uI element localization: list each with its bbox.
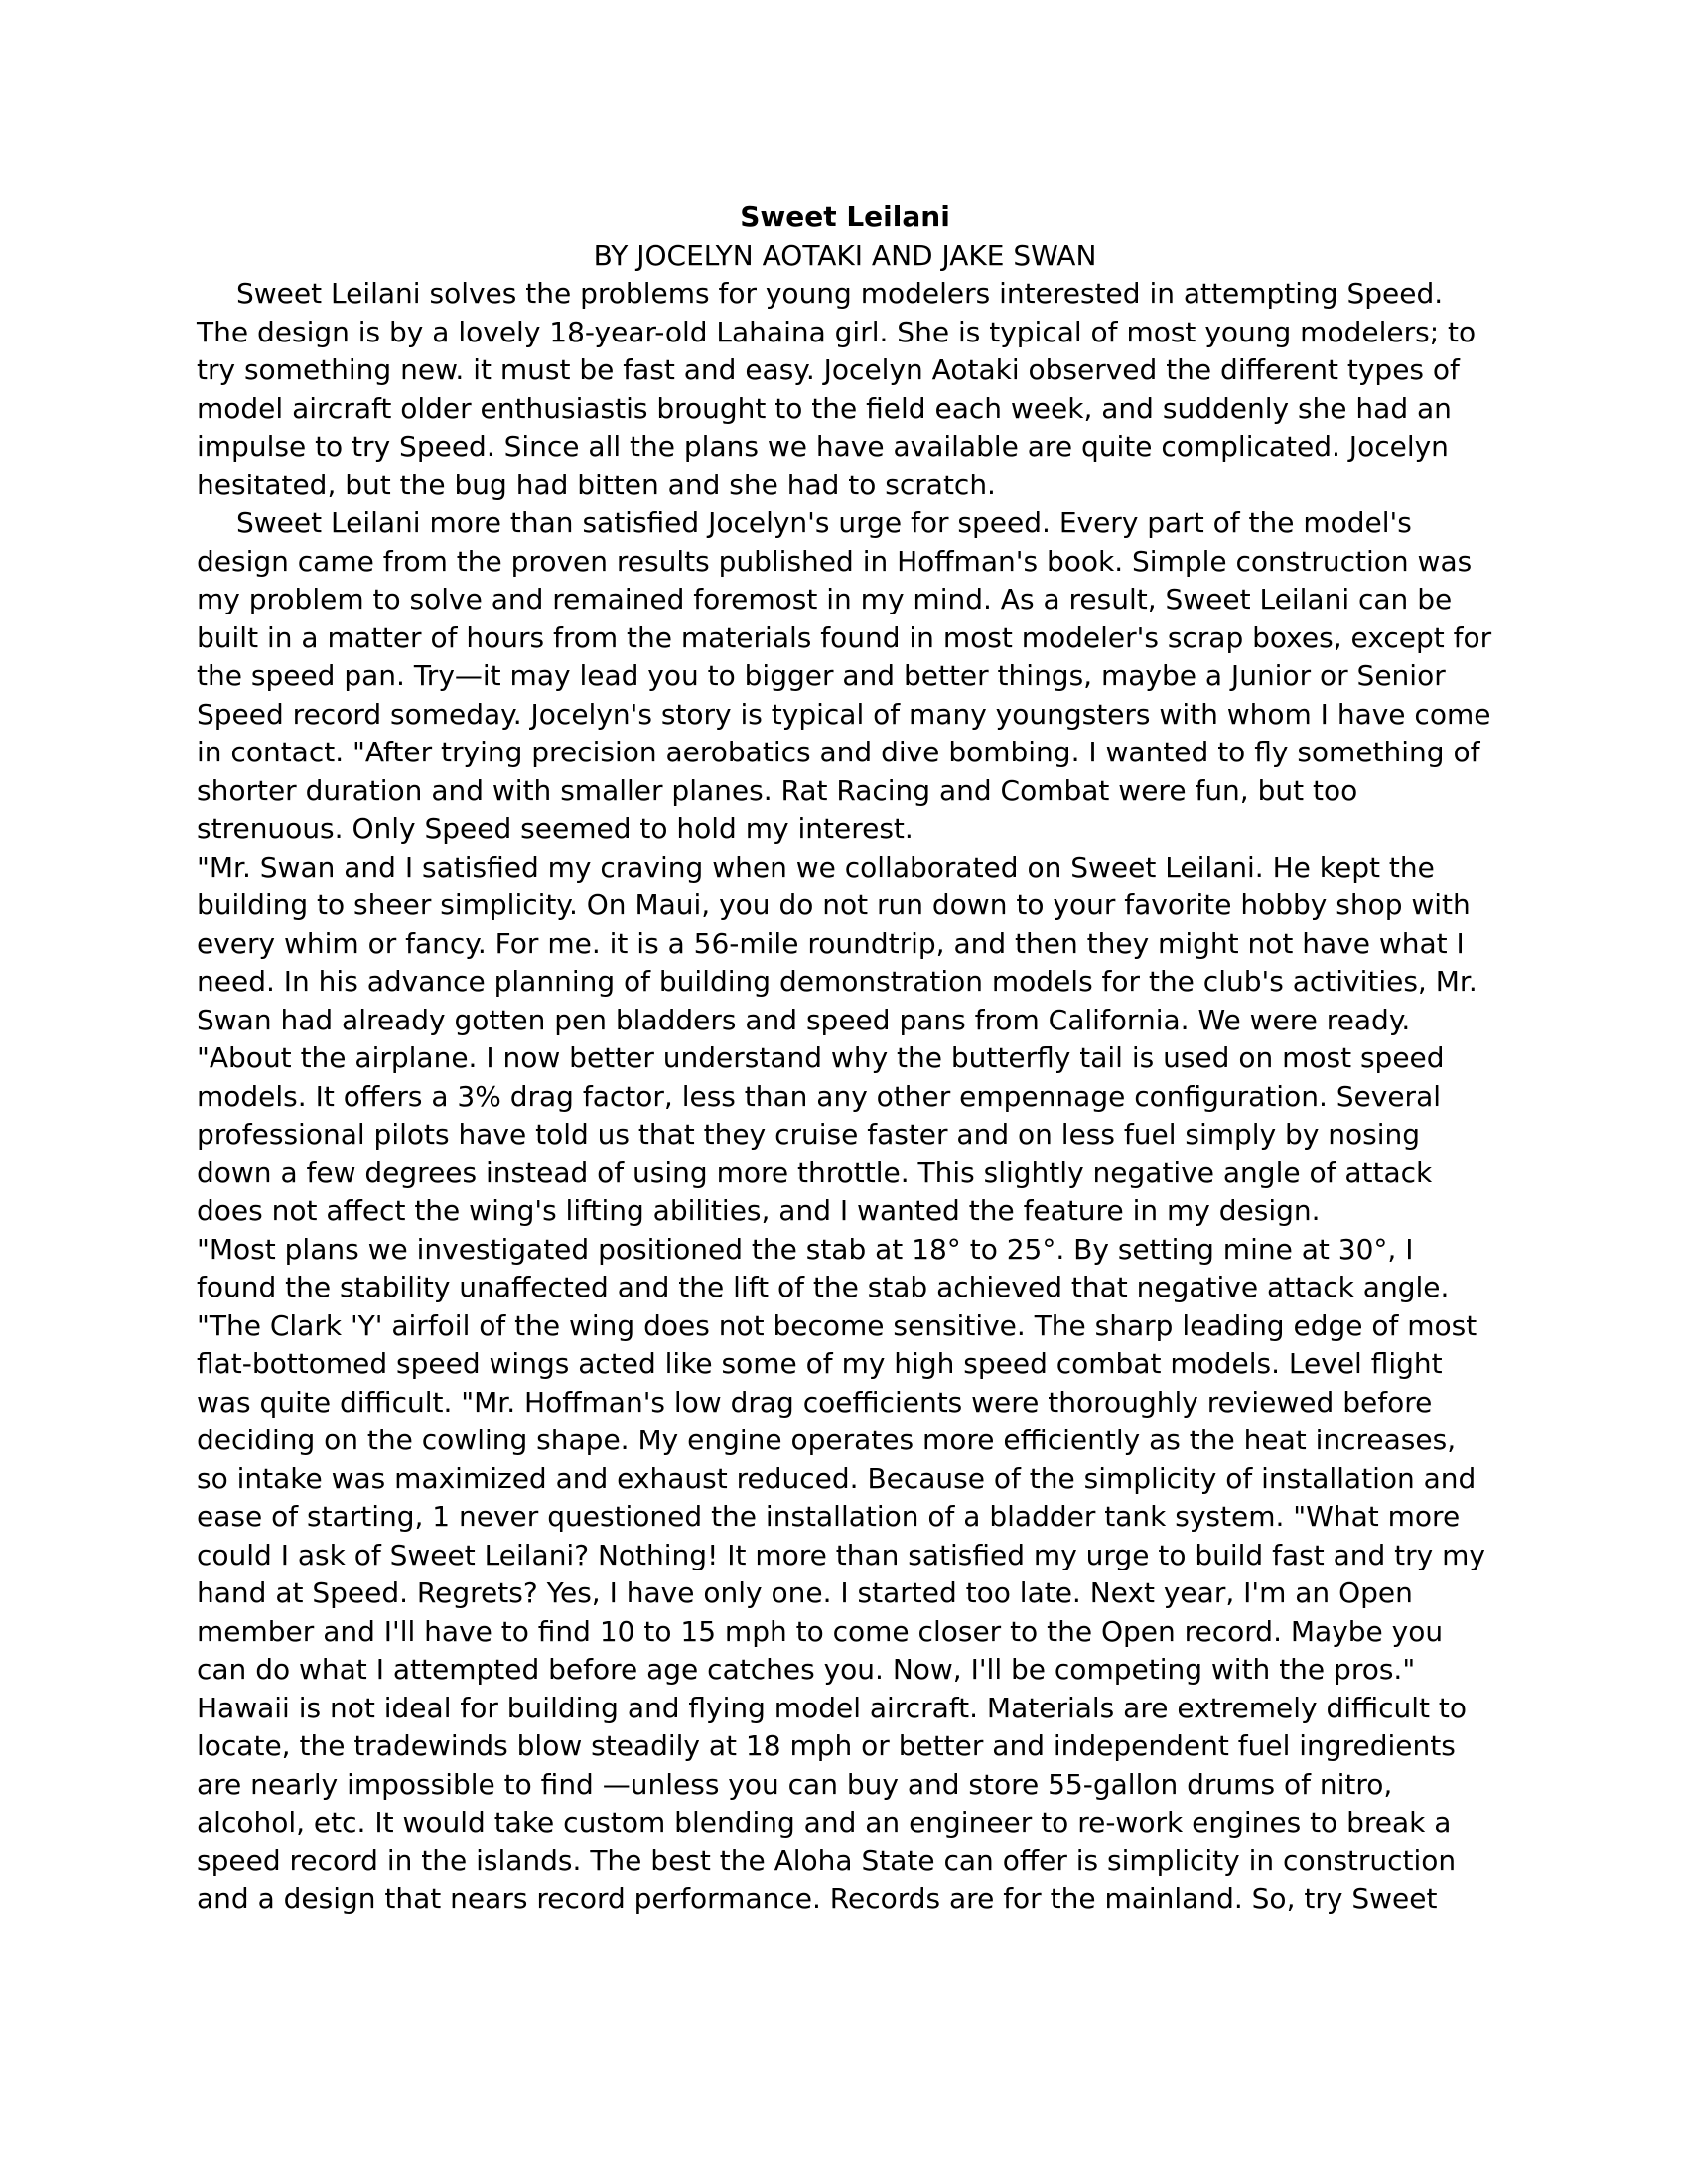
paragraph: "Mr. Swan and I satisfied my craving when we collaborated on Sweet Leilani. He kept the building to sheer simplicity. On Maui, you do not run down to your favorite hobby shop with every whim or fancy. For me. it is a 56-mile roundtrip, and then they might not have what I need. In his advance planning of building demonstration models for the club's activities, Mr. Swan had already gotten pen bladders and speed pans from California. We were ready. bbox=[197, 850, 1477, 1036]
article-body bbox=[197, 275, 1493, 1919]
paragraph: "The Clark 'Y' airfoil of the wing does not become sensitive. The sharp leading edge of most flat-bottomed speed wings acted like some of my high speed combat models. Level flight was quite difficult. "Mr. Hoffman's low drag coefficients were thoroughly reviewed before deciding on the cowling shape. My engine operates more efficiently as the heat increases, so intake was maximized and exhaust reduced. Because of the simplicity of installation and ease of starting, 1 never questioned the installation of a bladder tank system. "What more could I ask of Sweet Leilani? Nothing! It more than satisfied my urge to build fast and try my hand at Speed. Regrets? Yes, I have only one. I started too late. Next year, I'm an Open member and I'll have to find 10 to 15 mph to come closer to the Open record. Maybe you can do what I attempted before age catches you. Now, I'll be competing with the pros." Hawaii is not ideal for building and flying model aircraft. Materials are extremely difficult to locate, the tradewinds blow steadily at 18 mph or better and independent fuel ingredients are nearly impossible to find —unless you can buy and store 55-gallon drums of nitro, alcohol, etc. It would take custom blending and an engineer to re-work engines to break a speed record in the islands. The best the Aloha State can offer is simplicity in construction and a design that nears record performance. Records are for the mainland. So, try Sweet bbox=[197, 1308, 1485, 1915]
paragraph: Sweet Leilani more than satisfied Jocelyn's urge for speed. Every part of the model's design came from the proven results published in Hoffman's book. Simple construction was my problem to solve and remained foremost in my mind. As a result, Sweet Leilani can be built in a matter of hours from the materials found in most modeler's scrap boxes, except for the speed pan. Try—it may lead you to bigger and better things, maybe a Junior or Senior Speed record someday. Jocelyn's story is typical of many youngsters with whom I have come in contact. "After trying precision aerobatics and dive bombing. I wanted to fly something of shorter duration and with smaller planes. Rat Racing and Combat were fun, but too strenuous. Only Speed seemed to hold my interest. bbox=[197, 506, 1492, 845]
article-byline: BY JOCELYN AOTAKI AND JAKE SWAN bbox=[593, 238, 1097, 272]
article-title: Sweet Leilani bbox=[740, 201, 950, 233]
document-page bbox=[197, 199, 1493, 1919]
paragraph: "Most plans we investigated positioned the stab at 18° to 25°. By setting mine at 30°, I found the stability unaffected and the lift of the stab achieved that negative attack angle. bbox=[197, 1232, 1450, 1303]
paragraph: Sweet Leilani solves the problems for young modelers interested in attempting Speed. The design is by a lovely 18-year-old Lahaina girl. She is typical of most young modelers; to try something new. it must be fast and easy. Jocelyn Aotaki observed the different types of model aircraft older enthusiastis brought to the field each week, and suddenly she had an impulse to try Speed. Since all the plans we have available are quite complicated. Jocelyn hesitated, but the bug had bitten and she had to scratch. bbox=[197, 277, 1477, 501]
paragraph: "About the airplane. I now better understand why the butterfly tail is used on most speed models. It offers a 3% drag factor, less than any other empennage configuration. Several professional pilots have told us that they cruise faster and on less fuel simply by nosing down a few degrees instead of using more throttle. This slightly negative angle of attack does not affect the wing's lifting abilities, and I wanted the feature in my design. bbox=[197, 1041, 1445, 1227]
